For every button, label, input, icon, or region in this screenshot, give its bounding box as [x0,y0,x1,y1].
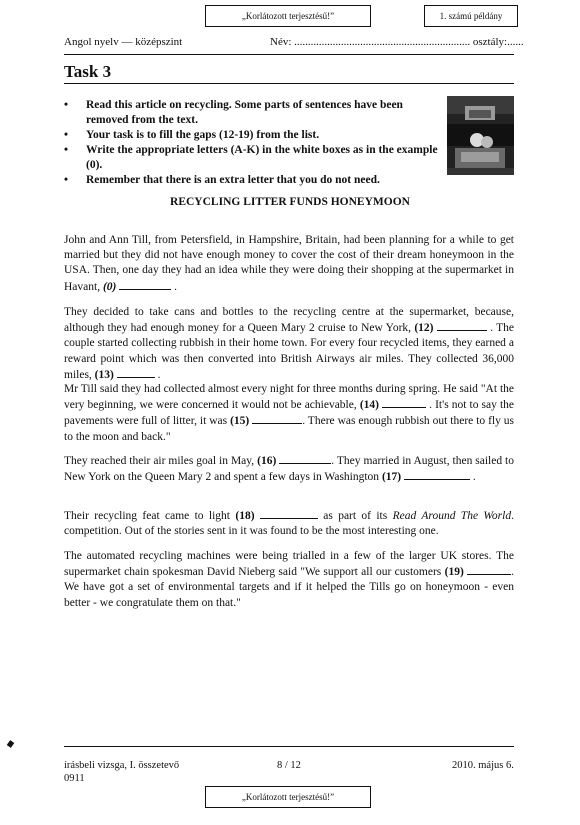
instruction-item: • Read this article on recycling. Some parts of sentences have been removed from the text. [64,99,403,126]
gap-line [117,367,155,378]
gap-line [467,564,511,575]
bullet-icon: • [64,129,69,141]
exam-label: írásbeli vizsga, I. összetevő [64,760,180,771]
bullet-icon: • [64,174,69,186]
restricted-distribution-box-bottom [205,786,371,808]
article-title: RECYCLING LITTER FUNDS HONEYMOON [170,196,410,208]
photo-image [447,96,514,175]
bullet-icon: • [64,99,69,111]
scan-mark [7,740,15,748]
name-field: Név: ................................................................ osztály:...... [270,36,524,48]
gap-line [437,320,487,331]
task-title: Task 3 [64,62,112,81]
gap-example: (0) [102,280,117,293]
instruction-item: • Remember that there is an extra letter that you do not need. [64,174,380,186]
gap-line [260,508,318,519]
paragraph-3: Mr Till said they had collected almost every night for three months during spring. He said "At the very beginning, we were concerned it would not be achievable, (14) . It's not to say the pavements were full of litter, it was (15) . There was enough rubbish out there to fly us to the moon and back." [64,383,515,443]
gap-line [404,469,470,480]
footer-rule [64,746,514,747]
copy-label: 1. számú példány [439,11,503,21]
gap-15: (15) [230,415,250,428]
gap-18: (18) [235,510,255,522]
gap-12: (12) [414,322,434,335]
paragraph-2: They decided to take cans and bottles to the recycling centre at the supermarket, because, although they had enough money for a Queen Mary 2 cruise to New York, (12) . The couple started collecting rubbish in their home town. For every four recycled items, they earned a reward point which was then converted into British Airways air miles. They collected 36,000 miles, (13) . [64,306,515,381]
exam-code: 0911 [64,773,85,784]
restricted-distribution-box [205,5,371,27]
paragraph-1: John and Ann Till, from Petersfield, in Hampshire, Britain, had been planning for a while to get married but they did not have enough money to cover the cost of their dream honeymoon in the USA. Then, one day they had an idea while they were doing their shopping at the supermarket in Havant, (0) . [64,234,514,293]
gap-14: (14) [359,399,379,412]
restricted-label: „Korlátozott terjesztésű!” [241,792,335,802]
gap-line [382,397,426,408]
copy-number-box [424,5,518,27]
exam-date: 2010. május 6. [452,760,514,771]
competition-name: Read Around The World [392,510,512,522]
header-rule [64,54,514,55]
subject-label: Angol nyelv — középszint [64,36,183,48]
paragraph-5: Their recycling feat came to light (18) as part of its Read Around The World. competition. Out of the stories sent in it was found to be the most interesting one. [64,510,514,538]
gap-line [252,413,302,424]
page-number: 8 / 12 [277,760,301,771]
article-photo [447,96,514,175]
gap-17: (17) [381,471,402,484]
gap-19: (19) [444,566,464,579]
bullet-icon: • [64,144,69,156]
paragraph-4: They reached their air miles goal in May, (16) . They married in August, then sailed to New York on the Queen Mary 2 and spent a few days in Washington (17) . [64,455,515,484]
instructions [64,98,444,188]
gap-16: (16) [257,455,277,467]
task-rule [64,83,514,84]
paragraph-6: The automated recycling machines were being trialled in a few of the larger UK stores. The supermarket chain spokesman David Nieberg said "We support all our customers (19) . We have got a set of environmental targets and if it helped the Tills go on honeymoon - even better - we congratulate them on that." [64,550,515,609]
instruction-item: • Your task is to fill the gaps (12-19) from the list. [64,129,320,141]
instruction-item: • Write the appropriate letters (A-K) in the white boxes as in the example (0). [64,144,438,171]
restricted-label: „Korlátozott terjesztésű!” [241,11,335,21]
gap-13: (13) [94,368,114,381]
gap-line [279,453,331,464]
gap-line [119,279,171,290]
